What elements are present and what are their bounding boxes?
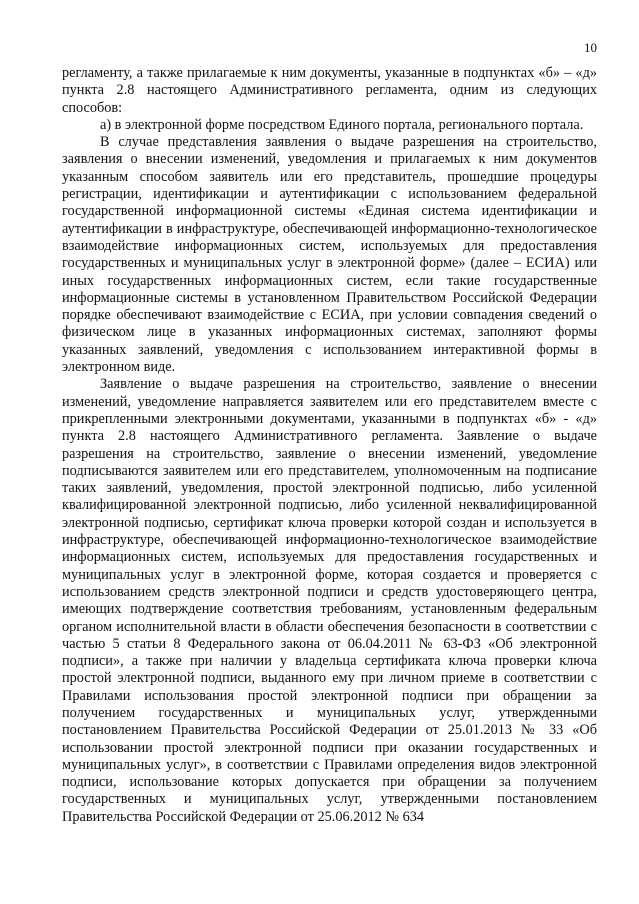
paragraph-option-a: а) в электронной форме посредством Единого портала, регионального портала. [100,116,584,133]
paragraph-continuation: регламенту, а также прилагаемые к ним документы, указанные в подпунктах «б» – «д» пункта 2.8 настоящего Административного регламента, одним из следующих способов: [62,65,597,116]
paragraph-esia: В случае представления заявления о выдаче разрешения на строительство, заявления о внесении изменений, уведомления и прилагаемых к ним документов указанным способом заявитель или его представитель, прошедшие процедуры регистрации, идентификации и аутентификации с использованием федеральной государственной информационной системы «Единая система идентификации и аутентификации в инфраструктуре, обеспечивающей информационно-технологическое взаимодействие информационных систем, используемых для предоставления государственных и муниципальных услуг в электронной форме» (далее – ЕСИА) или иных государственных информационных систем, если такие государственные информационные системы в установленном Правительством Российской Федерации порядке обеспечивают взаимодействие с ЕСИА, при условии совпадения сведений о физическом лице в указанных информационных системах, заполняют формы указанных заявлений, уведомления с использованием интерактивной формы в электронном виде. [62,134,597,376]
document-body [62,65,597,826]
paragraph-signature: Заявление о выдаче разрешения на строительство, заявление о внесении изменений, уведомление направляется заявителем или его представителем вместе с прикрепленными электронными документами, указанными в подпунктах «б» - «д» пункта 2.8 настоящего Административного регламента. Заявление о выдаче разрешения на строительство, заявление о внесении изменений, уведомление подписываются заявителем или его представителем, уполномоченным на подписание таких заявлений, уведомления, простой электронной подписью, либо усиленной квалифицированной электронной подписью, либо усиленной неквалифицированной электронной подписью, сертификат ключа проверки которой создан и используется в инфраструктуре, обеспечивающей информационно-технологическое взаимодействие информационных систем, используемых для предоставления государственных и муниципальных услуг в электронной форме, которая создается и проверяется с использованием средств электронной подписи и средств удостоверяющего центра, имеющих подтверждение соответствия требованиям, установленным федеральным органом исполнительной власти в области обеспечения безопасности в соответствии с частью 5 статьи 8 Федерального закона от 06.04.2011 № 63-ФЗ «Об электронной подписи», а также при наличии у владельца сертификата ключа проверки ключа простой электронной подписи, выданного ему при личном приеме в соответствии с Правилами использования простой электронной подписи при обращении за получением государственных и муниципальных услуг, утвержденными постановлением Правительства Российской Федерации от 25.01.2013 № 33 «Об использовании простой электронной подписи при оказании государственных и муниципальных услуг», в соответствии с Правилами определения видов электронной подписи, использование которых допускается при обращении за получением государственных и муниципальных услуг, утвержденными постановлением Правительства Российской Федерации от 25.06.2012 № 634 [62,376,597,825]
page-number: 10 [584,40,597,55]
